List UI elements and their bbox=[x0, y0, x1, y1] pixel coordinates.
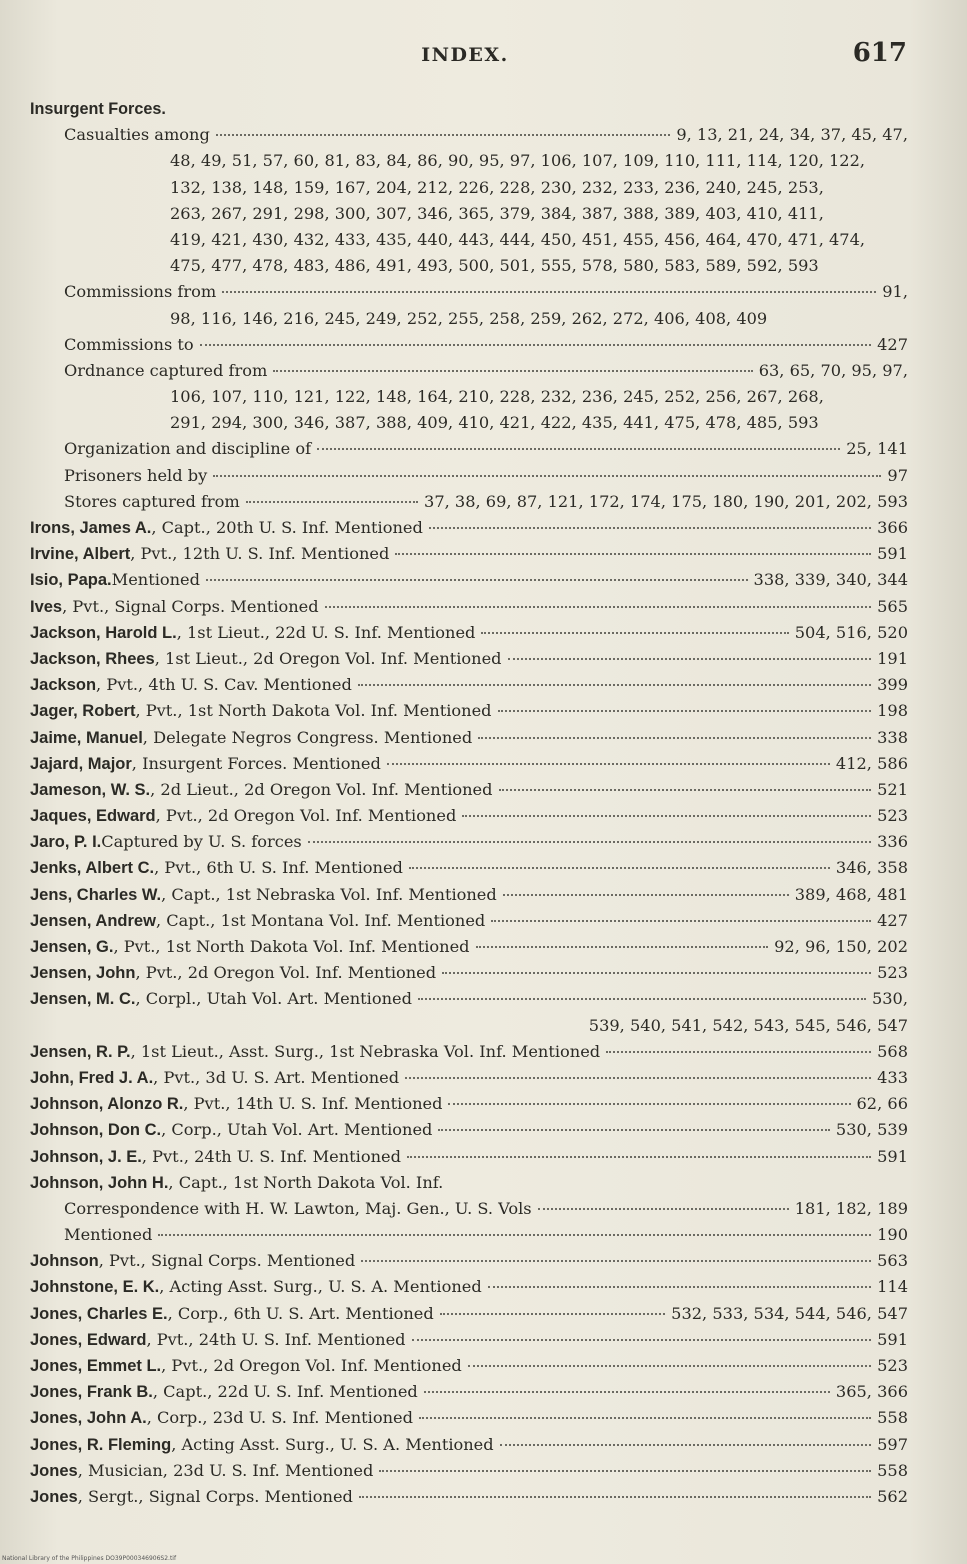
index-entry bbox=[30, 410, 908, 436]
page-refs: 198 bbox=[877, 701, 908, 721]
index-entry bbox=[30, 672, 908, 698]
page-refs: 338, 339, 340, 344 bbox=[753, 570, 908, 590]
page-refs: 523 bbox=[877, 806, 908, 826]
index-entry bbox=[30, 1327, 908, 1353]
entry-name: Jackson, Rhees bbox=[30, 649, 155, 668]
page-refs-continued: 263, 267, 291, 298, 300, 307, 346, 365, 379, 384, 387, 388, 389, 403, 410, 411, bbox=[170, 203, 824, 223]
index-entry bbox=[30, 567, 908, 593]
dot-leader bbox=[213, 475, 881, 477]
subentry-label: Stores captured from bbox=[64, 491, 240, 511]
page-refs: 532, 533, 534, 544, 546, 547 bbox=[671, 1303, 908, 1323]
index-entry bbox=[30, 1065, 908, 1091]
index-entry bbox=[30, 1196, 908, 1222]
page-refs: 562 bbox=[877, 1486, 908, 1506]
entry-name: Jones, Charles E. bbox=[30, 1304, 168, 1323]
entry-name: Jones bbox=[30, 1461, 78, 1480]
dot-leader bbox=[498, 710, 872, 712]
entry-name: Jaime, Manuel bbox=[30, 728, 143, 747]
entry-name: Jaques, Edward bbox=[30, 807, 156, 826]
dot-leader bbox=[379, 1470, 871, 1472]
dot-leader bbox=[488, 1286, 871, 1288]
dot-leader bbox=[538, 1208, 789, 1210]
dot-leader bbox=[359, 1496, 871, 1498]
index-entry bbox=[30, 1222, 908, 1248]
index-entry bbox=[30, 1353, 908, 1379]
page-refs-continued: 98, 116, 146, 216, 245, 249, 252, 255, 258, 259, 262, 272, 406, 408, 409 bbox=[170, 308, 768, 328]
entry-name: Jones, R. Fleming bbox=[30, 1435, 172, 1454]
entry-description: , Acting Asst. Surg., U. S. A. Mentioned bbox=[159, 1277, 482, 1297]
dot-leader bbox=[438, 1129, 829, 1131]
index-entry bbox=[30, 908, 908, 934]
index-entry bbox=[30, 201, 908, 227]
entry-name: Jones, John A. bbox=[30, 1409, 147, 1428]
entry-name: Jackson, Harold L. bbox=[30, 623, 177, 642]
dot-leader bbox=[308, 841, 871, 843]
entry-description: , Pvt., Signal Corps. Mentioned bbox=[62, 596, 319, 616]
dot-leader bbox=[508, 658, 872, 660]
scan-footer: National Library of the Philippines DO39P000346906S2.tif bbox=[2, 1555, 177, 1562]
index-entry bbox=[30, 803, 908, 829]
entry-name: Johnson, J. E. bbox=[30, 1147, 142, 1166]
page-refs: 558 bbox=[877, 1408, 908, 1428]
subentry-label: Organization and discipline of bbox=[64, 439, 312, 459]
entry-description: , Acting Asst. Surg., U. S. A. Mentioned bbox=[171, 1434, 494, 1454]
entry-name: Jenks, Albert C. bbox=[30, 859, 155, 878]
page-refs: 597 bbox=[877, 1434, 908, 1454]
entry-name: Johnson bbox=[30, 1252, 99, 1271]
entry-name: Jager, Robert bbox=[30, 702, 136, 721]
entry-name: Jones bbox=[30, 1487, 78, 1506]
dot-leader bbox=[216, 134, 670, 136]
index-entry bbox=[30, 1013, 908, 1039]
entry-description: , 2d Lieut., 2d Oregon Vol. Inf. Mentioned bbox=[150, 779, 493, 799]
page-refs: 523 bbox=[877, 963, 908, 983]
index-entry bbox=[30, 227, 908, 253]
entry-name: Irvine, Albert bbox=[30, 545, 131, 564]
index-heading: Insurgent Forces. bbox=[30, 100, 166, 118]
index-entry bbox=[30, 725, 908, 751]
index-entry bbox=[30, 541, 908, 567]
dot-leader bbox=[407, 1156, 871, 1158]
entry-description: , 1st Lieut., 2d Oregon Vol. Inf. Mentioned bbox=[154, 648, 502, 668]
index-entry bbox=[30, 148, 908, 174]
index-entry bbox=[30, 463, 908, 489]
page-refs: 412, 586 bbox=[835, 753, 908, 773]
entry-name: Jones, Frank B. bbox=[30, 1383, 153, 1402]
entry-description: , Corp., Utah Vol. Art. Mentioned bbox=[161, 1120, 433, 1140]
entry-description: , Insurgent Forces. Mentioned bbox=[131, 753, 381, 773]
index-entry bbox=[30, 620, 908, 646]
dot-leader bbox=[478, 737, 871, 739]
dot-leader bbox=[246, 501, 418, 503]
entry-description: , Capt., 20th U. S. Inf. Mentioned bbox=[151, 518, 423, 537]
entry-name: Jones, Emmet L. bbox=[30, 1357, 162, 1375]
dot-leader bbox=[429, 527, 871, 529]
entry-description: , Pvt., 1st North Dakota Vol. Inf. Mentioned bbox=[135, 701, 492, 721]
index-entry bbox=[30, 358, 908, 384]
entry-description: , Pvt., 3d U. S. Art. Mentioned bbox=[153, 1067, 400, 1087]
index-entry bbox=[30, 1432, 908, 1458]
dot-leader bbox=[405, 1077, 871, 1079]
index-entry bbox=[30, 436, 908, 462]
index-entry bbox=[30, 1117, 908, 1143]
dot-leader bbox=[462, 815, 871, 817]
entry-description: , Capt., 22d U. S. Inf. Mentioned bbox=[152, 1382, 418, 1402]
index-list bbox=[30, 96, 908, 1510]
index-entry bbox=[30, 1039, 908, 1065]
dot-leader bbox=[325, 606, 871, 608]
page-refs: 92, 96, 150, 202 bbox=[774, 937, 908, 956]
page-refs-continued: 48, 49, 51, 57, 60, 81, 83, 84, 86, 90, 95, 97, 106, 107, 109, 110, 111, 114, 120, 122, bbox=[170, 151, 866, 171]
entry-description: , Pvt., 2d Oregon Vol. Inf. Mentioned bbox=[135, 963, 437, 983]
page-refs: 523 bbox=[877, 1356, 908, 1375]
dot-leader bbox=[200, 344, 871, 346]
dot-leader bbox=[606, 1051, 871, 1053]
page-refs: 97 bbox=[887, 465, 908, 485]
index-entry bbox=[30, 1091, 908, 1117]
index-entry bbox=[30, 1170, 908, 1196]
entry-description: , Pvt., 24th U. S. Inf. Mentioned bbox=[146, 1329, 406, 1349]
entry-name: Ives bbox=[30, 597, 63, 616]
dot-leader bbox=[317, 448, 840, 450]
entry-name: Jaro, P. I. bbox=[30, 833, 102, 852]
dot-leader bbox=[442, 972, 871, 974]
entry-name: Jameson, W. S. bbox=[30, 780, 151, 799]
index-entry bbox=[30, 122, 908, 148]
entry-description: Mentioned bbox=[111, 570, 201, 590]
index-entry bbox=[30, 1248, 908, 1274]
page-refs: 504, 516, 520 bbox=[794, 622, 908, 642]
page-refs: 336 bbox=[877, 832, 908, 852]
entry-name: Jens, Charles W. bbox=[30, 885, 162, 904]
page-refs: 568 bbox=[877, 1041, 908, 1061]
index-entry bbox=[30, 751, 908, 777]
subentry-label: Ordnance captured from bbox=[64, 360, 268, 380]
page-refs-continued: 475, 477, 478, 483, 486, 491, 493, 500, 501, 555, 578, 580, 583, 589, 592, 593 bbox=[170, 256, 819, 276]
page-refs: 25, 141 bbox=[846, 439, 908, 459]
page-refs: 181, 182, 189 bbox=[794, 1198, 908, 1218]
page-refs: 62, 66 bbox=[856, 1094, 908, 1114]
subentry-label: Commissions from bbox=[64, 282, 217, 302]
dot-leader bbox=[499, 789, 872, 791]
page-refs: 530, bbox=[871, 989, 908, 1009]
page-refs: 191 bbox=[877, 648, 908, 668]
index-entry bbox=[30, 1274, 908, 1300]
page-refs-continued: 539, 540, 541, 542, 543, 545, 546, 547 bbox=[588, 1015, 908, 1035]
entry-description: , Corp., 23d U. S. Inf. Mentioned bbox=[146, 1408, 413, 1428]
dot-leader bbox=[448, 1103, 850, 1105]
subentry-label: Correspondence with H. W. Lawton, Maj. Gen., U. S. Vols bbox=[64, 1198, 532, 1218]
page-refs: 338 bbox=[877, 727, 908, 747]
index-entry bbox=[30, 829, 908, 855]
page-number: 617 bbox=[852, 38, 907, 68]
index-entry bbox=[30, 1458, 908, 1484]
dot-leader bbox=[481, 632, 788, 634]
entry-name: Johnstone, E. K. bbox=[30, 1278, 160, 1297]
index-entry bbox=[30, 96, 908, 122]
dot-leader bbox=[418, 998, 866, 1000]
index-entry bbox=[30, 279, 908, 305]
entry-description: , 1st Lieut., Asst. Surg., 1st Nebraska Vol. Inf. Mentioned bbox=[130, 1041, 601, 1061]
entry-description: , Sergt., Signal Corps. Mentioned bbox=[77, 1486, 353, 1506]
index-entry bbox=[30, 332, 908, 358]
entry-description: , Capt., 1st North Dakota Vol. Inf. bbox=[168, 1172, 444, 1192]
page-refs: 521 bbox=[877, 779, 908, 799]
index-entry bbox=[30, 1301, 908, 1327]
dot-leader bbox=[158, 1234, 871, 1236]
entry-description: , Pvt., 2d Oregon Vol. Inf. Mentioned bbox=[161, 1356, 462, 1375]
page-refs: 427 bbox=[877, 910, 908, 930]
dot-leader bbox=[361, 1260, 871, 1262]
entry-name: Jensen, R. P. bbox=[30, 1042, 131, 1061]
entry-name: Isio, Papa. bbox=[30, 571, 112, 590]
entry-description: , Musician, 23d U. S. Inf. Mentioned bbox=[77, 1460, 374, 1480]
page-refs: 63, 65, 70, 95, 97, bbox=[758, 360, 908, 380]
index-entry bbox=[30, 855, 908, 881]
entry-name: Johnson, Alonzo R. bbox=[30, 1095, 184, 1114]
index-entry bbox=[30, 175, 908, 201]
page-refs: 9, 13, 21, 24, 34, 37, 45, 47, bbox=[676, 125, 908, 145]
entry-description: , Pvt., Signal Corps. Mentioned bbox=[98, 1251, 356, 1271]
index-entry bbox=[30, 1144, 908, 1170]
dot-leader bbox=[206, 579, 748, 581]
page-refs: 365, 366 bbox=[835, 1382, 908, 1402]
page-refs-continued: 106, 107, 110, 121, 122, 148, 164, 210, 228, 232, 236, 245, 252, 256, 267, 268, bbox=[170, 387, 824, 407]
entry-description: , Pvt., 12th U. S. Inf. Mentioned bbox=[130, 544, 390, 564]
page-refs: 389, 468, 481 bbox=[794, 884, 908, 904]
subentry-label: Casualties among bbox=[64, 125, 210, 145]
dot-leader bbox=[222, 291, 876, 293]
entry-name: Jackson bbox=[30, 676, 97, 695]
entry-name: Jensen, G. bbox=[30, 938, 114, 956]
dot-leader bbox=[476, 946, 769, 948]
page-refs: 558 bbox=[877, 1460, 908, 1480]
index-entry bbox=[30, 934, 908, 960]
entry-description: , Corp., 6th U. S. Art. Mentioned bbox=[167, 1303, 434, 1323]
dot-leader bbox=[273, 370, 752, 372]
page-refs: 563 bbox=[877, 1251, 908, 1271]
subentry-label: Prisoners held by bbox=[64, 465, 208, 485]
index-entry bbox=[30, 698, 908, 724]
page-refs: 190 bbox=[877, 1225, 908, 1245]
dot-leader bbox=[440, 1313, 665, 1315]
dot-leader bbox=[412, 1339, 872, 1341]
page-refs-continued: 132, 138, 148, 159, 167, 204, 212, 226, 228, 230, 232, 233, 236, 240, 245, 253, bbox=[170, 177, 824, 197]
entry-description: , Delegate Negros Congress. Mentioned bbox=[142, 727, 473, 747]
index-entry bbox=[30, 777, 908, 803]
dot-leader bbox=[500, 1444, 871, 1446]
dot-leader bbox=[468, 1365, 871, 1367]
index-entry bbox=[30, 1484, 908, 1510]
index-entry bbox=[30, 384, 908, 410]
index-entry bbox=[30, 306, 908, 332]
index-entry bbox=[30, 1405, 908, 1431]
entry-name: Johnson, John H. bbox=[30, 1173, 169, 1192]
entry-name: Jensen, Andrew bbox=[30, 911, 156, 930]
entry-name: Johnson, Don C. bbox=[30, 1121, 162, 1140]
index-entry bbox=[30, 986, 908, 1012]
entry-description: , Pvt., 2d Oregon Vol. Inf. Mentioned bbox=[155, 806, 457, 826]
entry-description: , Capt., 1st Nebraska Vol. Inf. Mentioned bbox=[161, 884, 497, 904]
subentry-label: Commissions to bbox=[64, 334, 194, 354]
page-refs: 427 bbox=[877, 334, 908, 354]
dot-leader bbox=[419, 1417, 871, 1419]
index-entry bbox=[30, 253, 908, 279]
page-refs: 591 bbox=[877, 544, 908, 564]
dot-leader bbox=[395, 553, 871, 555]
page-refs-continued: 419, 421, 430, 432, 433, 435, 440, 443, 444, 450, 451, 455, 456, 464, 470, 471, 474, bbox=[170, 229, 866, 249]
page-refs: 433 bbox=[877, 1067, 908, 1087]
page-refs: 91, bbox=[882, 282, 908, 302]
entry-name: Jensen, M. C. bbox=[30, 990, 136, 1009]
index-entry bbox=[30, 646, 908, 672]
page-refs: 591 bbox=[877, 1146, 908, 1166]
entry-description: , Pvt., 6th U. S. Inf. Mentioned bbox=[154, 858, 403, 878]
dot-leader bbox=[424, 1391, 830, 1393]
entry-name: Jajard, Major bbox=[30, 754, 132, 773]
index-entry bbox=[30, 1379, 908, 1405]
page-refs: 530, 539 bbox=[835, 1120, 908, 1140]
page-refs: 114 bbox=[877, 1277, 908, 1297]
entry-name: Irons, James A. bbox=[30, 519, 152, 537]
entry-name: Jensen, John bbox=[30, 964, 136, 983]
page-refs-continued: 291, 294, 300, 346, 387, 388, 409, 410, 421, 422, 435, 441, 475, 478, 485, 593 bbox=[170, 413, 819, 433]
page-refs: 37, 38, 69, 87, 121, 172, 174, 175, 180, 190, 201, 202, 593 bbox=[424, 491, 908, 511]
entry-description: Captured by U. S. forces bbox=[101, 832, 302, 852]
entry-description: , 1st Lieut., 22d U. S. Inf. Mentioned bbox=[176, 622, 476, 642]
entry-description: , Corpl., Utah Vol. Art. Mentioned bbox=[135, 989, 412, 1009]
entry-description: , Pvt., 4th U. S. Cav. Mentioned bbox=[96, 675, 352, 695]
index-entry bbox=[30, 882, 908, 908]
index-entry bbox=[30, 594, 908, 620]
entry-name: Jones, Edward bbox=[30, 1330, 147, 1349]
subentry-label: Mentioned bbox=[64, 1225, 153, 1245]
dot-leader bbox=[491, 920, 871, 922]
entry-name: John, Fred J. A. bbox=[30, 1068, 154, 1087]
index-entry bbox=[30, 960, 908, 986]
entry-description: , Capt., 1st Montana Vol. Inf. Mentioned bbox=[155, 910, 486, 930]
dot-leader bbox=[503, 894, 789, 896]
page-refs: 565 bbox=[877, 596, 908, 616]
index-entry bbox=[30, 489, 908, 515]
page-refs: 591 bbox=[877, 1329, 908, 1349]
index-entry bbox=[30, 515, 908, 541]
dot-leader bbox=[387, 763, 830, 765]
page-refs: 366 bbox=[877, 518, 908, 537]
entry-description: , Pvt., 24th U. S. Inf. Mentioned bbox=[141, 1146, 401, 1166]
entry-description: , Pvt., 14th U. S. Inf. Mentioned bbox=[183, 1094, 443, 1114]
dot-leader bbox=[409, 867, 830, 869]
page-refs: 346, 358 bbox=[835, 858, 908, 878]
entry-description: , Pvt., 1st North Dakota Vol. Inf. Mentioned bbox=[113, 937, 470, 956]
page-refs: 399 bbox=[877, 675, 908, 695]
running-head-title: INDEX. bbox=[421, 44, 509, 66]
dot-leader bbox=[358, 684, 871, 686]
